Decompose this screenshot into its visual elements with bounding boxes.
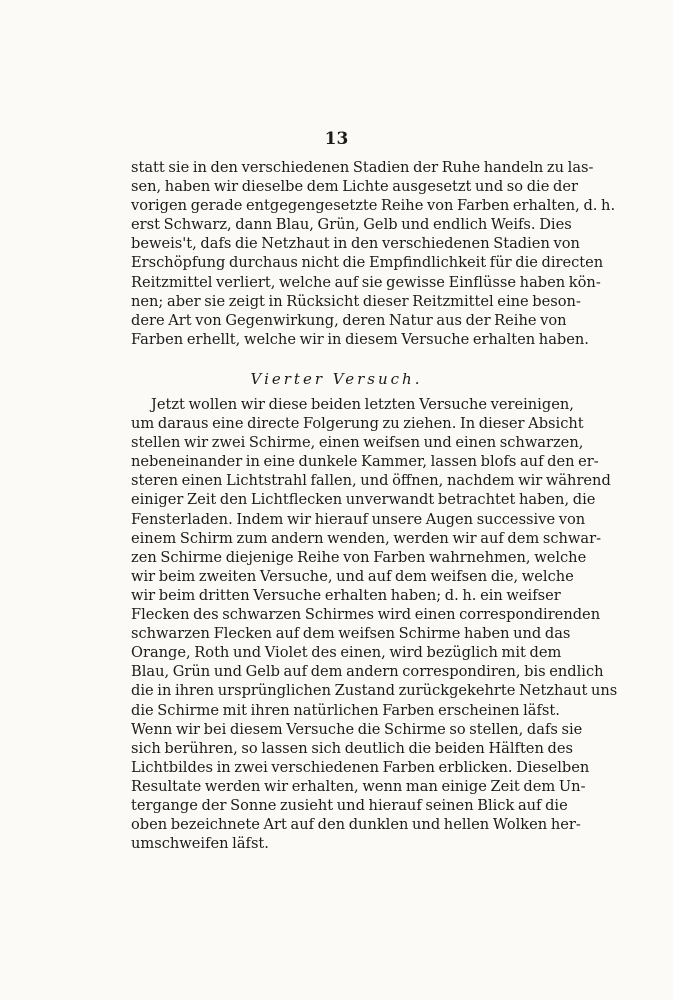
text-line: Reitzmittel verliert, welche auf sie gewisse Einflüsse haben kön-: [131, 273, 601, 291]
text-line: Flecken des schwarzen Schirmes wird einen correspondirenden: [131, 606, 601, 624]
text-line: Lichtbildes in zwei verschiedenen Farben erblicken. Dieselben: [131, 758, 590, 776]
text-line: Fensterladen. Indem wir hierauf unsere Augen successive von: [131, 510, 586, 528]
text-line: sen, haben wir dieselbe dem Lichte ausgesetzt und so die der: [131, 178, 578, 196]
text-line: um daraus eine directe Folgerung zu ziehen. In dieser Absicht: [131, 415, 584, 433]
text-line: wir beim zweiten Versuche, und auf dem weifsen die, welche: [131, 567, 574, 585]
text-line: Orange, Roth und Violet des einen, wird bezüglich mit dem: [131, 644, 562, 662]
text-line: einem Schirm zum andern wenden, werden wir auf dem schwar-: [131, 529, 601, 547]
text-line: die Schirme mit ihren natürlichen Farben erscheinen läfst.: [131, 701, 560, 719]
text-line: nebeneinander in eine dunkele Kammer, lassen blofs auf den er-: [131, 453, 599, 471]
page-number: 13: [324, 129, 349, 149]
text-line: tergange der Sonne zusieht und hierauf seinen Blick auf die: [131, 796, 568, 814]
text-line: Farben erhellt, welche wir in diesem Versuche erhalten haben.: [131, 330, 589, 348]
text-line: die in ihren ursprünglichen Zustand zurückgekehrte Netzhaut uns: [131, 682, 618, 700]
text-line: dere Art von Gegenwirkung, deren Natur aus der Reihe von: [131, 311, 567, 329]
text-line: Jetzt wollen wir diese beiden letzten Versuche vereinigen,: [151, 396, 574, 413]
text-line: oben bezeichnete Art auf den dunklen und hellen Wolken her-: [131, 816, 581, 834]
text-line: nen; aber sie zeigt in Rücksicht dieser Reitzmittel eine beson-: [131, 292, 581, 310]
text-line: Wenn wir bei diesem Versuche die Schirme so stellen, dafs sie: [131, 720, 583, 738]
section-heading: Vierter Versuch.: [250, 370, 423, 388]
text-line: umschweifen läfst.: [131, 835, 269, 853]
text-line: steren einen Lichtstrahl fallen, und öffnen, nachdem wir während: [131, 472, 611, 490]
text-line: Resultate werden wir erhalten, wenn man einige Zeit dem Un-: [131, 777, 586, 795]
text-line: zen Schirme diejenige Reihe von Farben wahrnehmen, welche: [131, 548, 587, 566]
text-line: beweis't, dafs die Netzhaut in den verschiedenen Stadien von: [131, 235, 580, 253]
text-line: Blau, Grün und Gelb auf dem andern correspondiren, bis endlich: [131, 663, 604, 681]
text-line: vorigen gerade entgegengesetzte Reihe von Farben erhalten, d. h.: [131, 197, 616, 215]
text-line: statt sie in den verschiedenen Stadien der Ruhe handeln zu las-: [131, 159, 594, 176]
text-line: stellen wir zwei Schirme, einen weifsen und einen schwarzen,: [131, 434, 584, 452]
paragraph-continued: [131, 158, 616, 349]
text-line: wir beim dritten Versuche erhalten haben; d. h. ein weifser: [131, 586, 561, 604]
text-line: einiger Zeit den Lichtflecken unverwandt betrachtet haben, die: [131, 491, 596, 509]
text-line: schwarzen Flecken auf dem weifsen Schirme haben und das: [131, 625, 571, 643]
text-line: erst Schwarz, dann Blau, Grün, Gelb und endlich Weifs. Dies: [131, 216, 572, 234]
text-line: Erschöpfung durchaus nicht die Empfindlichkeit für die directen: [131, 254, 604, 272]
text-line: sich berühren, so lassen sich deutlich die beiden Hälften des: [131, 739, 573, 757]
paragraph-vierter-versuch: [131, 395, 618, 853]
